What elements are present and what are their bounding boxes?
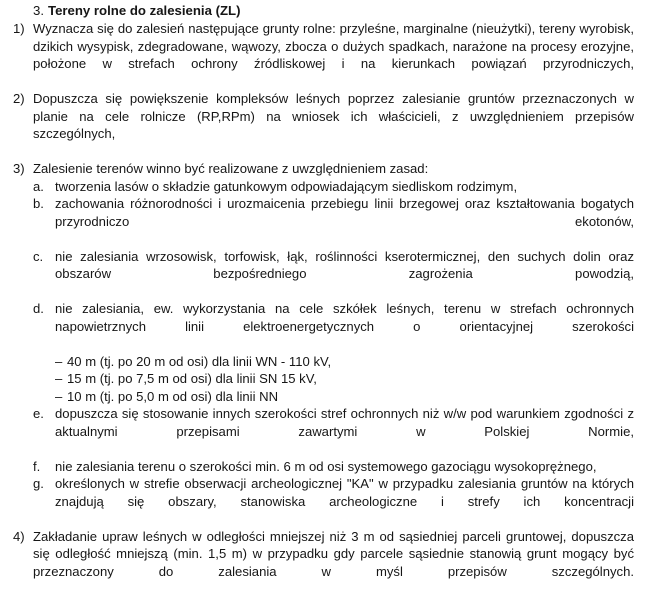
dash-list-item-marker: – [55, 353, 63, 369]
section-heading-title: Tereny rolne do zalesienia (ZL) [48, 3, 241, 18]
sub-list [0, 178, 654, 528]
sub-list-item-marker: c. [33, 248, 44, 264]
section-heading-number: 3. [33, 3, 44, 18]
list-item-marker: 2) [13, 91, 25, 106]
ordered-list [0, 20, 654, 598]
list-item-text: Dopuszcza się powiększenie kompleksów leśnych poprzez zalesianie gruntów przeznaczonych w planie na cele rolnicze (RP,RPm) na wniosek ich właścicieli, z uwzględnieniem przepisów szczególnych, [33, 91, 634, 141]
sub-list-item [0, 300, 654, 353]
sub-list-item-marker: f. [33, 458, 41, 474]
sub-list-item [0, 248, 654, 301]
sub-list-item-marker: a. [33, 178, 44, 194]
sub-list-item-text: nie zalesiania terenu o szerokości min. 6 m od osi systemowego gazociągu wysokoprężnego, [55, 458, 597, 474]
sub-list-item-marker: g. [33, 476, 44, 491]
list-item [0, 20, 654, 90]
dash-list-item-text: 40 m (tj. po 20 m od osi) dla linii WN - 110 kV, [67, 353, 332, 369]
section-heading [33, 2, 240, 19]
dash-list-item-text: 15 m (tj. po 7,5 m od osi) dla linii SN 15 kV, [67, 371, 317, 386]
sub-list-item-text: nie zalesiania, ew. wykorzystania na cele szkółek leśnych, terenu w strefach ochronnych napowietrznych linii elektroenergetycznych o orientacyjnej szerokości [55, 301, 634, 334]
sub-list-item-text: nie zalesiania wrzosowisk, torfowisk, łąk, roślinności kserotermicznej, den suchych dolin oraz obszarów bezpośredniego zagrożenia powodzią, [55, 248, 634, 281]
dash-list-item [0, 353, 654, 371]
list-item [0, 90, 654, 160]
sub-list-item-text: dopuszcza się stosowanie innych szerokości stref ochronnych niż w/w pod warunkiem zgodności z aktualnymi przepisami zawartymi w Polskiej Normie, [55, 406, 634, 439]
list-item [0, 528, 654, 598]
sub-list-item [0, 178, 654, 196]
list-item-marker: 1) [13, 21, 25, 36]
list-item-marker: 4) [13, 528, 25, 544]
sub-list-item-text: zachowania różnorodności i urozmaicenia przebiegu linii brzegowej oraz kształtowania bogatych przyrodniczo ekotonów, [55, 196, 634, 229]
list-item-text: Zakładanie upraw leśnych w odległości mniejszej niż 3 m od sąsiedniej parceli gruntowej, dopuszcza się odległość mniejszą (min. 1,5 m) w przypadku gdy parcele sąsiednie stanowią grunt mogący być przeznaczony do zalesiania w myśl przepisów szczególnych. [33, 528, 634, 579]
sub-list-item [0, 405, 654, 458]
dash-list-item-marker: – [55, 371, 63, 386]
list-item [0, 160, 654, 178]
sub-list-item [0, 195, 654, 248]
list-item-text: Zalesienie terenów winno być realizowane z uwzględnieniem zasad: [33, 161, 429, 176]
list-item-marker: 3) [13, 161, 25, 176]
sub-list-item-marker: b. [33, 196, 44, 211]
dash-list-item [0, 370, 654, 388]
list-item-text: Wyznacza się do zalesień następujące grunty rolne: przyleśne, marginalne (nieużytki), tereny wyrobisk, dzikich wysypisk, zdegradowane, wąwozy, zbocza o dużych spadkach, narażone na procesy erozyjne, położone w strefach ochrony źródliskowej i na kierunkach powiązań przyrodniczych, [33, 21, 634, 71]
dash-list-item-text: 10 m (tj. po 5,0 m od osi) dla linii NN [67, 388, 279, 404]
sub-list-item-marker: e. [33, 406, 44, 421]
sub-list-item-text: tworzenia lasów o składzie gatunkowym odpowiadającym siedliskom rodzimym, [55, 178, 518, 194]
dash-list-item-marker: – [55, 388, 63, 404]
sub-list-item [0, 458, 654, 476]
sub-list-item-text: określonych w strefie obserwacji archeologicznej "KA" w przypadku zalesiania gruntów na których znajdują się obszary, stanowiska archeologiczne i strefy ich koncentracji [55, 476, 634, 509]
sub-list-item-marker: d. [33, 301, 44, 316]
sub-list-item [0, 475, 654, 528]
dash-list-item [0, 388, 654, 406]
